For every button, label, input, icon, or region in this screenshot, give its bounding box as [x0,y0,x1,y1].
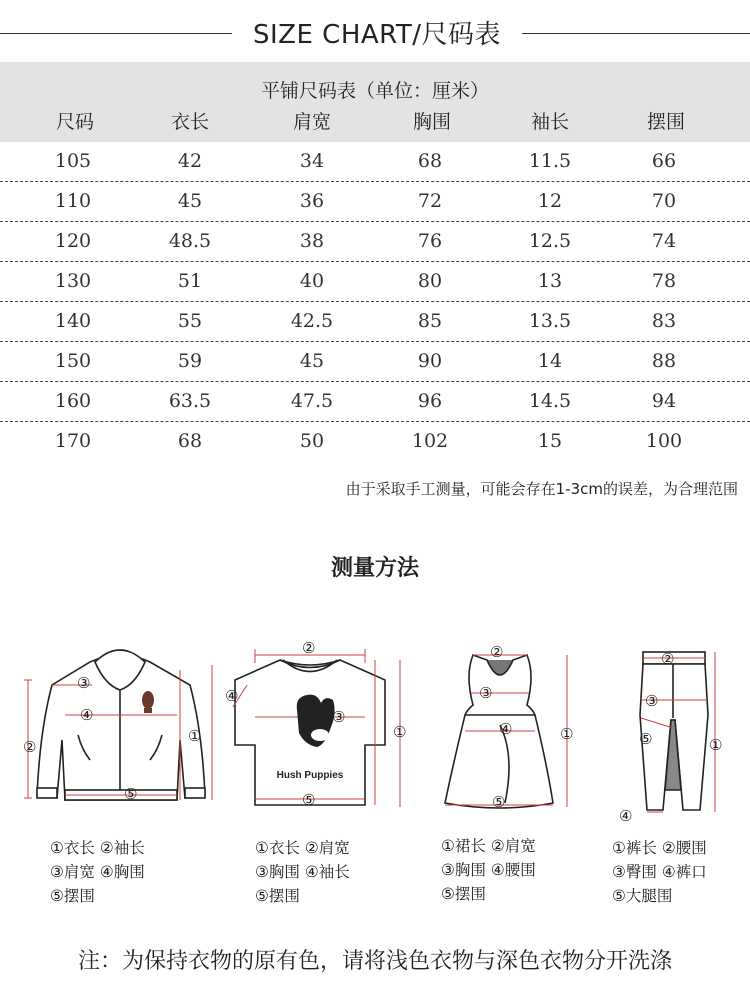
tshirt-mark-4: ④ [225,687,239,705]
jacket-mark-1: ① [188,727,202,745]
cell-chest: 76 [417,230,443,252]
dress-diagram [435,635,585,820]
cell-sleeve: 14.5 [528,390,572,412]
cell-shoulder: 45 [299,350,325,372]
cell-sleeve: 14 [537,350,563,372]
tshirt-mark-2: ② [302,639,316,657]
legend-line: ③肩宽 ④胸围 [50,863,145,881]
page-header [0,0,750,62]
column-header-hem: 摆围 [646,111,685,133]
cell-shoulder: 40 [299,270,325,292]
legend-line: ①裤长 ②腰围 [612,839,707,857]
page-title: SIZE CHART/尺码表 [253,20,501,50]
table-row [0,422,750,462]
cell-hem: 78 [651,270,677,292]
cell-chest: 68 [417,150,443,172]
table-header [0,62,750,142]
cell-size: 170 [54,430,92,452]
pants-diagram [605,640,745,825]
tshirt-mark-1: ① [393,723,407,741]
legend-line: ①裙长 ②肩宽 [441,837,536,855]
dress-mark-2: ② [490,643,504,661]
brand-logo-text: Hush Puppies [276,770,344,781]
cell-length: 68 [177,430,203,452]
cell-length: 63.5 [168,390,212,412]
dress-legend [441,834,536,906]
pants-legend [612,836,707,908]
cell-sleeve: 13 [537,270,563,292]
cell-size: 140 [54,310,92,332]
legend-line: ⑤大腿围 [612,887,673,905]
cell-size: 110 [54,190,92,212]
legend-line: ⑤摆围 [441,885,486,903]
cell-length: 48.5 [168,230,212,252]
cell-length: 45 [177,190,203,212]
cell-length: 59 [177,350,203,372]
pants-mark-2: ② [661,650,675,668]
cell-shoulder: 42.5 [290,310,334,332]
dress-mark-3: ③ [479,684,493,702]
cell-size: 120 [54,230,92,252]
cell-hem: 74 [651,230,677,252]
cell-size: 150 [54,350,92,372]
jacket-mark-3: ③ [77,674,91,692]
cell-size: 160 [54,390,92,412]
cell-length: 55 [177,310,203,332]
cell-shoulder: 50 [299,430,325,452]
table-row [0,302,750,342]
cell-hem: 83 [651,310,677,332]
pants-mark-4: ④ [619,807,633,825]
cell-sleeve: 15 [537,430,563,452]
cell-shoulder: 47.5 [290,390,334,412]
cell-shoulder: 36 [299,190,325,212]
pants-mark-1: ① [709,736,723,754]
cell-chest: 72 [417,190,443,212]
cell-sleeve: 12 [537,190,563,212]
cell-hem: 66 [651,150,677,172]
method-title: 测量方法 [330,556,419,581]
table-caption: 平铺尺码表（单位：厘米） [260,80,489,102]
jacket-mark-4: ④ [80,706,94,724]
cell-chest: 80 [417,270,443,292]
jacket-legend [50,836,145,908]
jacket-diagram [20,640,225,825]
legend-line: ⑤摆围 [50,887,95,905]
table-row [0,382,750,422]
jacket-mark-5: ⑤ [124,785,138,803]
measurement-note: 由于采取手工测量，可能会存在1-3cm的误差，为合理范围 [345,480,738,498]
column-header-size: 尺码 [55,111,94,133]
column-header-shoulder: 肩宽 [292,111,331,133]
cell-sleeve: 11.5 [528,150,572,172]
tshirt-legend [255,836,350,908]
legend-line: ③胸围 ④袖长 [255,863,350,881]
cell-chest: 85 [417,310,443,332]
cell-hem: 100 [645,430,683,452]
legend-line: ⑤摆围 [255,887,300,905]
dress-mark-5: ⑤ [492,793,506,811]
table-row [0,342,750,382]
legend-line: ③胸围 ④腰围 [441,861,536,879]
cell-size: 105 [54,150,92,172]
table-row [0,222,750,262]
cell-hem: 94 [651,390,677,412]
header-rule-left [0,33,232,34]
pants-mark-5: ⑤ [639,730,653,748]
table-row [0,182,750,222]
column-header-sleeve: 袖长 [530,111,569,133]
column-header-length: 衣长 [170,111,209,133]
tshirt-mark-5: ⑤ [302,791,316,809]
cell-hem: 88 [651,350,677,372]
cell-length: 42 [177,150,203,172]
tshirt-diagram [225,635,420,815]
cell-chest: 96 [417,390,443,412]
cell-chest: 102 [411,430,449,452]
cell-sleeve: 13.5 [528,310,572,332]
legend-line: ③臀围 ④裤口 [612,863,707,881]
washing-note: 注：为保持衣物的原有色，请将浅色衣物与深色衣物分开洗涤 [77,949,672,974]
cell-length: 51 [177,270,203,292]
cell-hem: 70 [651,190,677,212]
tshirt-mark-3: ③ [332,708,346,726]
column-header-chest: 胸围 [412,111,451,133]
legend-line: ①衣长 ②袖长 [50,839,145,857]
cell-shoulder: 38 [299,230,325,252]
legend-line: ①衣长 ②肩宽 [255,839,350,857]
cell-chest: 90 [417,350,443,372]
table-row [0,142,750,182]
cell-sleeve: 12.5 [528,230,572,252]
dress-mark-1: ① [560,725,574,743]
cell-size: 130 [54,270,92,292]
jacket-mark-2: ② [23,738,37,756]
cell-shoulder: 34 [299,150,325,172]
table-row [0,262,750,302]
dress-mark-4: ④ [499,720,513,738]
pants-mark-3: ③ [645,692,659,710]
header-rule-right [522,33,750,34]
